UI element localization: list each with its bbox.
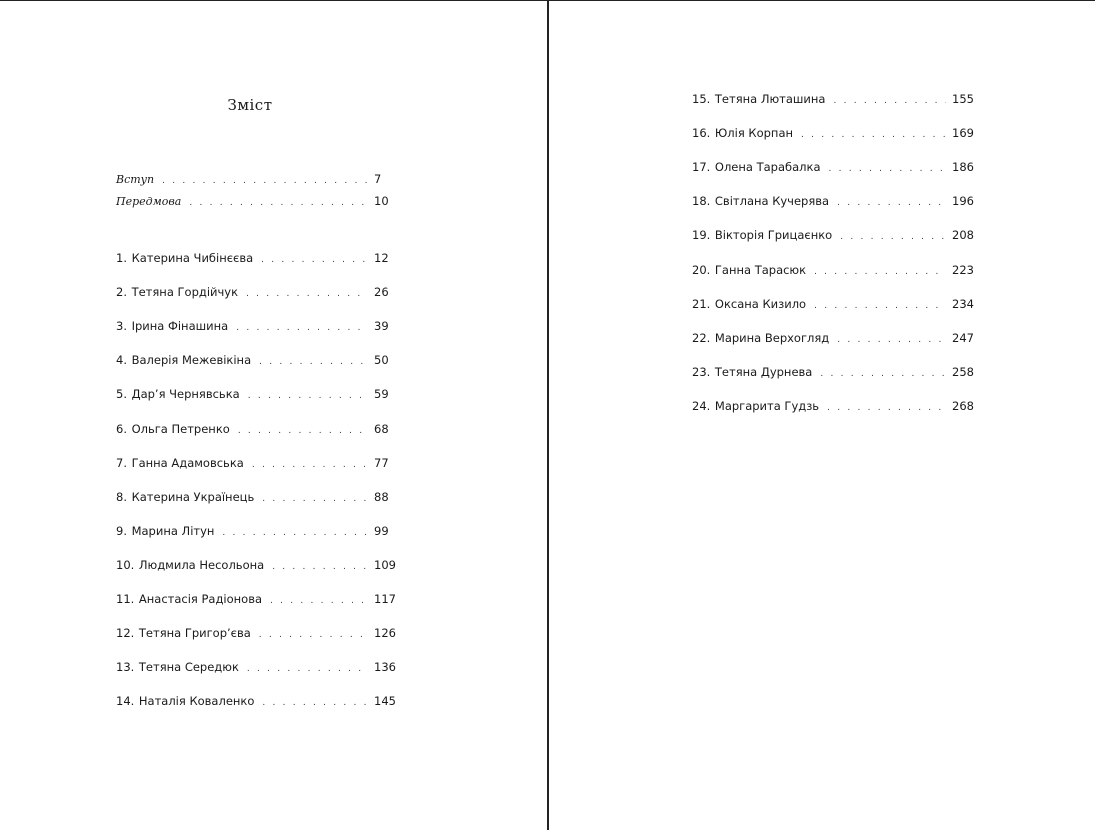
chapter-name: Тетяна Григор’єва bbox=[138, 626, 251, 641]
toc-entry-page: 77 bbox=[374, 455, 389, 470]
toc-entry-label bbox=[692, 159, 821, 175]
toc-entry-page: 99 bbox=[374, 523, 389, 538]
dot-leader bbox=[236, 320, 368, 336]
toc-entry-label bbox=[692, 364, 812, 380]
dot-leader bbox=[801, 127, 946, 143]
chapter-number: 10. bbox=[116, 557, 135, 572]
chapter-name: Катерина Українець bbox=[131, 489, 255, 504]
dot-leader bbox=[820, 366, 946, 382]
toc-entry-page: 155 bbox=[952, 92, 974, 106]
toc-entry-label bbox=[116, 557, 264, 573]
dot-leader bbox=[814, 264, 946, 280]
toc-entry-page: 208 bbox=[952, 228, 974, 243]
toc-entry-page: 247 bbox=[952, 330, 974, 345]
toc-entry[interactable] bbox=[692, 398, 978, 416]
toc-entry-page: 88 bbox=[374, 489, 389, 504]
toc-entry-label bbox=[116, 489, 254, 505]
chapter-name: Ольга Петренко bbox=[131, 421, 230, 436]
chapter-name: Ганна Тарасюк bbox=[714, 262, 807, 277]
toc-entry-label bbox=[116, 318, 228, 334]
toc-entry-label bbox=[116, 523, 214, 539]
toc-entry[interactable] bbox=[692, 125, 978, 143]
chapter-number: 9. bbox=[116, 523, 127, 538]
toc-entry[interactable] bbox=[692, 262, 978, 280]
chapter-number: 21. bbox=[692, 296, 711, 311]
dot-leader bbox=[259, 354, 368, 370]
chapter-number: 22. bbox=[692, 330, 711, 345]
toc-entry-label bbox=[692, 296, 806, 312]
toc-entry-label bbox=[692, 91, 825, 107]
chapter-number: 14. bbox=[116, 694, 135, 709]
toc-entry-label: Вступ bbox=[116, 173, 155, 186]
toc-entry-page: 68 bbox=[374, 421, 389, 436]
chapter-name: Тетяна Середюк bbox=[138, 660, 239, 675]
toc-entry[interactable] bbox=[692, 296, 978, 314]
dot-leader bbox=[262, 695, 368, 711]
toc-entry-page: 223 bbox=[952, 262, 974, 277]
dot-leader bbox=[814, 298, 946, 314]
dot-leader bbox=[833, 93, 946, 109]
toc-entry[interactable] bbox=[692, 193, 978, 211]
toc-entry-preface[interactable] bbox=[116, 193, 400, 211]
chapter-name: Марина Літун bbox=[131, 523, 215, 538]
chapter-number: 8. bbox=[116, 489, 127, 504]
chapter-number: 2. bbox=[116, 285, 127, 300]
dot-leader bbox=[222, 525, 368, 541]
toc-entry-label bbox=[692, 398, 819, 414]
chapter-number: 1. bbox=[116, 251, 127, 265]
toc-entry-intro[interactable] bbox=[116, 171, 400, 189]
chapter-name: Тетяна Дурнева bbox=[714, 364, 813, 379]
toc-entry-page: 26 bbox=[374, 285, 389, 300]
chapter-name: Тетяна Люташина bbox=[714, 92, 826, 106]
toc-entry[interactable] bbox=[116, 591, 400, 609]
toc-entry[interactable] bbox=[116, 250, 400, 268]
chapter-name: Юлія Корпан bbox=[714, 126, 794, 141]
chapter-name: Людмила Несольона bbox=[138, 557, 265, 572]
toc-entry-label bbox=[116, 591, 262, 607]
dot-leader bbox=[252, 457, 368, 473]
toc-entry-page: 169 bbox=[952, 126, 974, 141]
dot-leader bbox=[259, 627, 368, 643]
dot-leader bbox=[827, 400, 946, 416]
toc-entry-page: 126 bbox=[374, 626, 396, 641]
toc-entry[interactable] bbox=[116, 693, 400, 711]
toc-entry-label bbox=[692, 262, 806, 278]
dot-leader bbox=[261, 252, 368, 268]
right-page bbox=[549, 0, 1095, 830]
chapter-name: Дар’я Чернявська bbox=[131, 387, 240, 402]
dot-leader bbox=[162, 173, 368, 189]
chapter-name: Тетяна Гордійчук bbox=[131, 285, 239, 300]
toc-entry-label bbox=[116, 421, 230, 437]
toc-entry-label bbox=[116, 386, 240, 402]
dot-leader bbox=[272, 559, 368, 575]
toc-title: Зміст bbox=[227, 96, 273, 114]
chapter-number: 6. bbox=[116, 421, 127, 436]
chapter-number: 3. bbox=[116, 319, 127, 334]
toc-entry[interactable] bbox=[116, 455, 400, 473]
toc-entry-page: 7 bbox=[374, 172, 382, 186]
toc-entry[interactable] bbox=[692, 330, 978, 348]
toc-entry-page: 196 bbox=[952, 194, 974, 209]
dot-leader bbox=[262, 491, 368, 507]
toc-entry-page: 117 bbox=[374, 592, 396, 606]
toc-entry[interactable] bbox=[116, 557, 400, 575]
toc-entry-page: 12 bbox=[374, 251, 389, 265]
dot-leader bbox=[270, 593, 368, 609]
toc-entry[interactable] bbox=[116, 489, 400, 507]
toc-entry[interactable] bbox=[692, 364, 978, 382]
chapter-name: Наталія Коваленко bbox=[138, 694, 255, 709]
dot-leader bbox=[840, 229, 946, 245]
chapter-name: Світлана Кучерява bbox=[714, 194, 830, 209]
toc-entry[interactable] bbox=[116, 318, 400, 336]
chapter-name: Маргарита Гудзь bbox=[714, 398, 820, 413]
chapter-name: Олена Тарабалка bbox=[714, 160, 821, 175]
chapter-number: 15. bbox=[692, 92, 711, 106]
dot-leader bbox=[247, 661, 368, 677]
toc-entry-page: 109 bbox=[374, 557, 396, 572]
chapter-number: 4. bbox=[116, 353, 127, 368]
toc-entry-label bbox=[116, 352, 251, 368]
toc-entry-page: 186 bbox=[952, 160, 974, 175]
toc-entry[interactable] bbox=[116, 523, 400, 541]
left-page bbox=[0, 0, 547, 830]
chapter-number: 11. bbox=[116, 592, 135, 606]
toc-entry-label: Передмова bbox=[116, 195, 182, 208]
toc-entry-page: 258 bbox=[952, 364, 974, 379]
chapter-number: 16. bbox=[692, 126, 711, 141]
toc-entry-page: 50 bbox=[374, 353, 389, 368]
toc-entry-label bbox=[692, 193, 829, 209]
toc-entry-label bbox=[116, 659, 239, 675]
toc-entry[interactable] bbox=[692, 227, 978, 245]
toc-entry[interactable] bbox=[116, 421, 400, 439]
toc-entry-page: 136 bbox=[374, 660, 396, 675]
toc-entry[interactable] bbox=[692, 159, 978, 177]
toc-entry[interactable] bbox=[116, 625, 400, 643]
dot-leader bbox=[238, 423, 368, 439]
toc-entry-page: 10 bbox=[374, 194, 389, 208]
chapter-number: 23. bbox=[692, 364, 711, 379]
toc-entry[interactable] bbox=[116, 386, 400, 404]
chapter-number: 17. bbox=[692, 160, 711, 175]
toc-entry-label bbox=[692, 125, 793, 141]
toc-entry-page: 234 bbox=[952, 296, 974, 311]
toc-entry[interactable] bbox=[692, 91, 978, 109]
toc-entry-page: 59 bbox=[374, 387, 389, 402]
toc-entry-label bbox=[116, 455, 244, 471]
toc-entry[interactable] bbox=[116, 352, 400, 370]
chapter-name: Ірина Фінашина bbox=[131, 319, 229, 334]
toc-entry-label bbox=[116, 250, 253, 266]
dot-leader bbox=[829, 161, 947, 177]
chapter-name: Марина Верхогляд bbox=[714, 330, 830, 345]
chapter-number: 24. bbox=[692, 398, 711, 413]
dot-leader bbox=[189, 195, 368, 211]
chapter-number: 13. bbox=[116, 660, 135, 675]
chapter-number: 7. bbox=[116, 455, 127, 470]
chapter-number: 5. bbox=[116, 387, 127, 402]
toc-entry-label bbox=[692, 330, 829, 346]
toc-entry[interactable] bbox=[116, 659, 400, 677]
dot-leader bbox=[248, 388, 368, 404]
chapter-number: 19. bbox=[692, 228, 711, 243]
chapter-name: Вікторія Грицаєнко bbox=[714, 228, 833, 243]
dot-leader bbox=[246, 286, 368, 302]
toc-entry-label bbox=[116, 284, 238, 300]
chapter-name: Оксана Кизило bbox=[714, 296, 807, 311]
chapter-number: 12. bbox=[116, 626, 135, 641]
toc-entry-label bbox=[116, 693, 254, 709]
toc-entry-label bbox=[692, 227, 832, 243]
chapter-number: 20. bbox=[692, 262, 711, 277]
toc-entry-page: 145 bbox=[374, 694, 396, 709]
chapter-name: Анастасія Радіонова bbox=[138, 592, 263, 606]
toc-entry-page: 268 bbox=[952, 398, 974, 413]
dot-leader bbox=[837, 332, 946, 348]
chapter-name: Ганна Адамовська bbox=[131, 455, 244, 470]
chapter-name: Валерія Межевікіна bbox=[131, 353, 252, 368]
toc-entry-page: 39 bbox=[374, 319, 389, 334]
chapter-name: Катерина Чибінєєва bbox=[131, 251, 254, 265]
dot-leader bbox=[837, 195, 946, 211]
chapter-number: 18. bbox=[692, 194, 711, 209]
toc-entry[interactable] bbox=[116, 284, 400, 302]
toc-entry-label bbox=[116, 625, 251, 641]
